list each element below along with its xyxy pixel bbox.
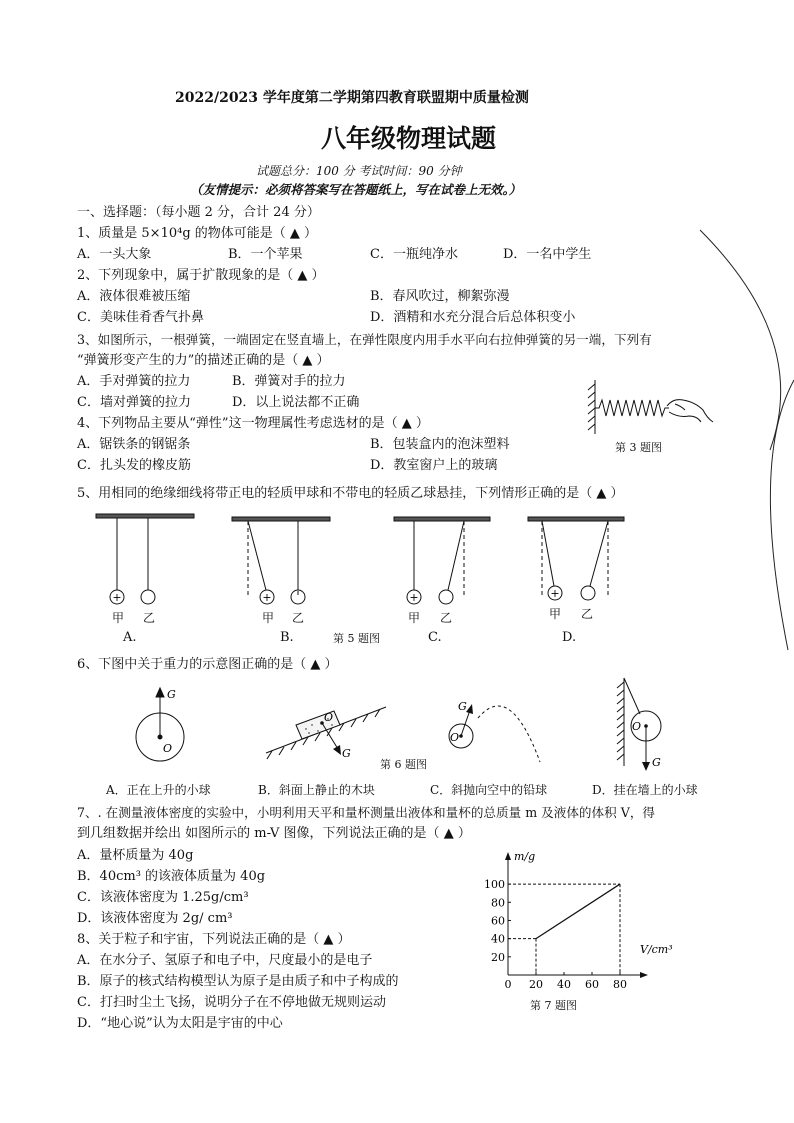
q5-a-jia-label: 甲 (112, 611, 125, 625)
chart-x-axis-label: V/cm³ (640, 943, 673, 956)
q8-option-b: B．原子的核式结构模型认为原子是由质子和中子构成的 (77, 974, 399, 989)
y-tick-label: 60 (491, 914, 505, 928)
q5-c-yi-label: 乙 (440, 611, 453, 625)
x-tick-label: 0 (504, 978, 512, 991)
q3-stem-line2: “弹簧形变产生的力”的描述正确的是（ ▲ ） (77, 353, 330, 368)
series-line (536, 884, 620, 939)
q5-option-b: B. (280, 630, 294, 645)
y-axis-arrow (505, 852, 511, 860)
q6-a-g-label: G (167, 688, 176, 701)
q5-b-jia-label: 甲 (262, 611, 275, 625)
q7-option-b: B．40cm³ 的该液体质量为 40g (77, 869, 266, 884)
q4-option-c: C．扎头发的橡皮筋 (77, 458, 191, 473)
q7-option-c: C．该液体密度为 1.25g/cm³ (77, 890, 249, 905)
chart-axes (505, 852, 648, 978)
q6-c-o-label: O (450, 731, 460, 744)
exam-header: 2022/2023 学年度第二学期第四教育联盟期中质量检测 (175, 90, 529, 106)
q6-b-o-label: O (324, 711, 334, 724)
q5-a-yi-label: 乙 (143, 611, 156, 625)
q4-option-d: D．教室窗户上的玻璃 (370, 458, 498, 473)
q6-d-g-label: G (652, 756, 661, 769)
q6-d-o-label: O (632, 720, 642, 733)
q1-stem: 1、质量是 5×10⁴g 的物体可能是（ ▲ ） (77, 226, 318, 241)
x-tick-label: 60 (585, 978, 599, 991)
q5-c-plus-sign: + (409, 591, 419, 604)
q3-option-a: A．手对弹簧的拉力 (77, 374, 191, 389)
q7-mv-chart (484, 848, 673, 991)
chart-y-axis-label: m/g (514, 850, 536, 863)
q6-option-d: D．挂在墙上的小球 (592, 783, 698, 797)
q6-figure-b (262, 695, 392, 765)
q5-figure-c (390, 510, 510, 610)
q3-figure-caption: 第 3 题图 (615, 441, 662, 454)
chart-ticks (484, 878, 627, 991)
q3-option-d: D．以上说法都不正确 (232, 395, 360, 410)
section-title: 一、选择题：（每小题 2 分，合计 24 分） (77, 205, 320, 220)
x-tick-label: 20 (529, 978, 543, 991)
q5-option-c: C. (428, 630, 442, 645)
q5-figure-caption: 第 5 题图 (333, 632, 380, 645)
q8-option-a: A．在水分子、氢原子和电子中，尺度最小的是电子 (77, 953, 373, 968)
q5-figure-a (90, 510, 210, 610)
q1-option-a: A．一头大象 (77, 247, 152, 262)
q8-option-c: C．打扫时尘土飞扬，说明分子在不停地做无规则运动 (77, 995, 386, 1010)
x-tick-label: 80 (613, 978, 627, 991)
q3-stem-line1: 3、如图所示，一根弹簧，一端固定在竖直墙上，在弹性限度内用手水平向右拉伸弹簧的另一端，下列有 (77, 332, 652, 347)
q8-option-d: D．“地心说”认为太阳是宇宙的中心 (77, 1016, 283, 1031)
x-tick-label: 40 (557, 978, 571, 991)
y-tick-label: 20 (491, 950, 505, 964)
q4-option-b: B．包装盒内的泡沫塑料 (370, 437, 510, 452)
q1-option-d: D．一名中学生 (503, 247, 592, 262)
q2-option-c: C．美味佳肴香气扑鼻 (77, 310, 204, 325)
q2-stem: 2、下列现象中，属于扩散现象的是（ ▲ ） (77, 268, 325, 283)
q5-d-plus-sign: + (550, 587, 560, 600)
q6-c-g-label: G (458, 700, 467, 713)
q1-option-c: C．一瓶纯净水 (370, 247, 458, 262)
q8-stem: 8、关于粒子和宇宙，下列说法正确的是（ ▲ ） (77, 932, 351, 947)
q6-figure-a (125, 682, 205, 772)
margin-arc-decoration (660, 230, 794, 690)
q5-option-a: A. (123, 630, 137, 645)
page-title: 八年级物理试题 (321, 124, 497, 153)
q6-figure-c (440, 690, 550, 770)
q7-option-d: D．该液体密度为 2g/ cm³ (77, 911, 233, 926)
y-tick-label: 40 (491, 932, 505, 946)
q7-figure-caption: 第 7 题图 (530, 999, 577, 1012)
q1-option-b: B．一个苹果 (228, 247, 303, 262)
q2-option-d: D．酒精和水充分混合后总体积变小 (370, 310, 576, 325)
x-axis-arrow (640, 972, 648, 978)
q7-stem-line2: 到几组数据并绘出 如图所示的 m-V 图像，下列说法正确的是（ ▲ ） (77, 826, 471, 841)
q4-stem: 4、下列物品主要从“弹性”这一物理属性考虑选材的是（ ▲ ） (77, 416, 429, 431)
q5-d-yi-label: 乙 (581, 607, 594, 621)
q6-a-o-label: O (163, 742, 173, 755)
y-tick-label: 80 (491, 896, 505, 910)
exam-meta: 试题总分：100 分 考试时间：90 分钟 (256, 164, 462, 178)
q5-b-yi-label: 乙 (292, 611, 305, 625)
q6-option-a: A．正在上升的小球 (106, 783, 211, 797)
q3-option-c: C．墙对弹簧的拉力 (77, 395, 191, 410)
q5-option-d: D. (562, 630, 577, 645)
q6-figure-caption: 第 6 题图 (380, 758, 427, 771)
q4-option-a: A．锯铁条的钢锯条 (77, 437, 191, 452)
q6-option-c: C．斜抛向空中的铅球 (430, 783, 548, 797)
chart-guides (508, 884, 620, 975)
q6-option-b: B．斜面上静止的木块 (258, 783, 375, 797)
q3-option-b: B．弹簧对手的拉力 (232, 374, 346, 389)
y-tick-label: 100 (484, 878, 505, 892)
q2-option-a: A．液体很难被压缩 (77, 289, 191, 304)
q7-option-a: A．量杯质量为 40g (77, 848, 194, 863)
q6-figure-d (612, 676, 692, 776)
q5-c-jia-label: 甲 (408, 611, 421, 625)
q5-figure-d (522, 510, 642, 610)
exam-tip: （友情提示：必须将答案写在答题纸上，写在试卷上无效。） (190, 182, 522, 197)
q7-stem-line1: 7、. 在测量液体密度的实验中，小明利用天平和量杯测量出液体和量杯的总质量 m 及液体的体积 V，得 (77, 805, 656, 820)
q6-b-g-label: G (342, 747, 351, 760)
q5-stem: 5、用相同的绝缘细线将带正电的轻质甲球和不带电的轻质乙球悬挂，下列情形正确的是（ ▲ ） (77, 486, 624, 501)
q5-b-plus-sign: + (262, 591, 272, 604)
chart-series (536, 884, 620, 939)
q5-a-plus-sign: + (112, 591, 122, 604)
q5-figure-b (228, 510, 348, 610)
q2-option-b: B．春风吹过，柳絮弥漫 (370, 289, 510, 304)
q5-d-jia-label: 甲 (549, 607, 562, 621)
q6-stem: 6、下图中关于重力的示意图正确的是（ ▲ ） (77, 657, 338, 672)
